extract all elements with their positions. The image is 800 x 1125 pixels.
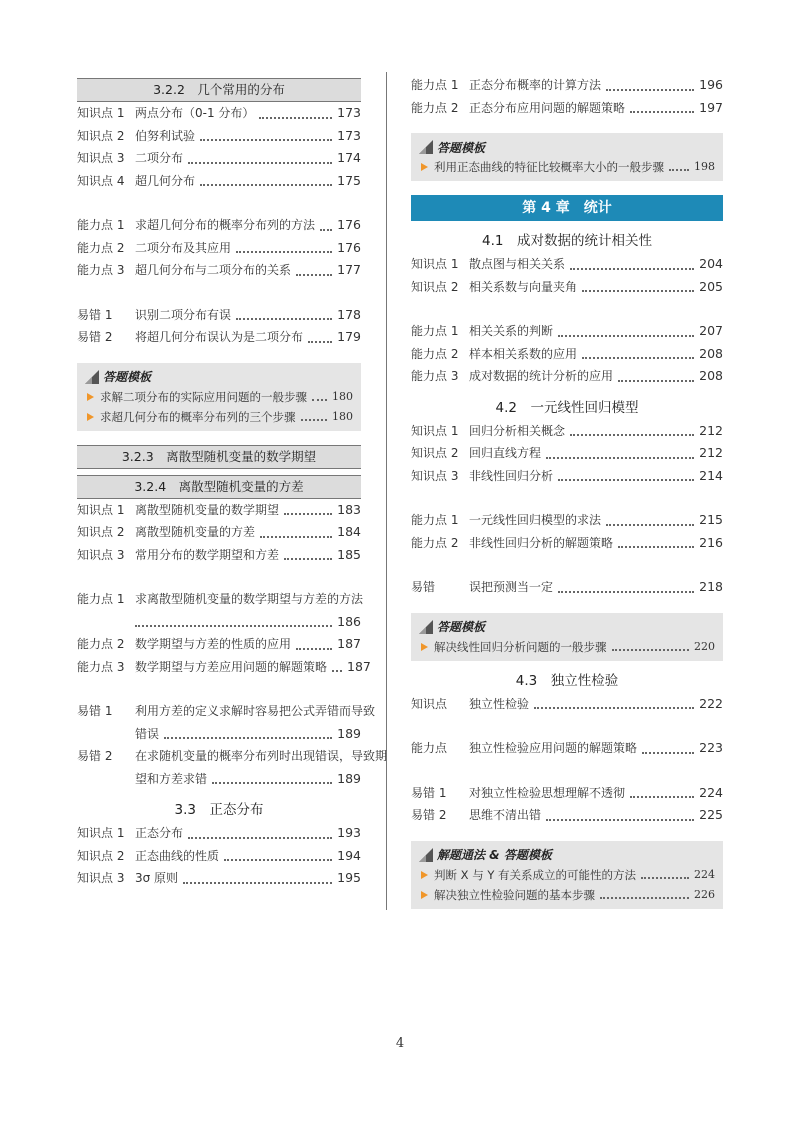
answer-template-box [411, 133, 723, 181]
entry-page: 195 [337, 870, 361, 885]
toc-entry[interactable] [77, 588, 364, 633]
toc-entry[interactable] [77, 745, 388, 790]
toc-entry[interactable] [77, 521, 361, 544]
toc-entry[interactable] [411, 320, 723, 343]
template-item-page: 180 [332, 409, 353, 423]
entry-page: 175 [337, 172, 361, 188]
entry-key: 能力点 1 [411, 324, 459, 338]
template-item-title: 求解二项分布的实际应用问题的一般步骤 [100, 389, 307, 404]
dot-leader [259, 117, 332, 119]
dot-leader [570, 434, 694, 436]
entry-key: 能力点 [411, 741, 448, 755]
toc-entry[interactable] [411, 343, 723, 366]
toc-entry[interactable] [411, 509, 723, 532]
toc-entry[interactable] [411, 276, 723, 299]
toc-entry[interactable] [77, 633, 361, 656]
entry-title: 回归分析相关概念 [469, 423, 566, 438]
entry-page: 187 [337, 636, 361, 651]
template-item-page: 220 [694, 639, 715, 653]
entry-title: 散点图与相关关系 [469, 257, 566, 271]
answer-template-box [77, 363, 361, 431]
dot-leader [618, 546, 694, 548]
dot-leader [301, 419, 328, 421]
toc-entry[interactable] [77, 259, 361, 282]
entry-page: 189 [337, 725, 361, 741]
section-heading: 4.1 成对数据的统计相关性 [482, 233, 652, 249]
entry-page: 183 [337, 501, 361, 517]
entry-page: 186 [337, 613, 361, 629]
entry-key: 知识点 4 [77, 173, 125, 188]
entry-title: 求超几何分布的概率分布列的方法 [135, 218, 316, 232]
dot-leader [558, 591, 694, 593]
toc-entry[interactable] [411, 253, 723, 276]
entry-key: 能力点 1 [411, 513, 459, 527]
dot-leader [618, 380, 694, 382]
template-item[interactable] [85, 387, 353, 407]
template-item-title: 利用正态曲线的特征比较概率大小的一般步骤 [434, 160, 664, 174]
entry-page: 222 [699, 695, 723, 711]
entry-page: 184 [337, 524, 361, 539]
page-number: 4 [395, 1036, 405, 1051]
entry-key: 知识点 2 [77, 525, 125, 539]
dot-leader [320, 229, 332, 231]
template-item[interactable] [419, 865, 715, 885]
toc-entry[interactable] [77, 845, 361, 868]
entry-page: 215 [699, 512, 723, 527]
entry-page: 223 [699, 740, 723, 755]
dot-leader [630, 796, 694, 798]
dot-leader [582, 357, 694, 359]
entry-page: 196 [699, 77, 723, 92]
template-label: 答题模板 [437, 140, 486, 155]
entry-key: 能力点 3 [77, 263, 125, 277]
entry-title: 一元线性回归模型的求法 [469, 513, 602, 527]
dot-leader [308, 341, 332, 343]
toc-entry[interactable] [77, 326, 361, 349]
toc-entry[interactable] [411, 365, 723, 388]
toc-entry[interactable] [77, 700, 376, 745]
dot-leader [630, 111, 694, 113]
entry-title: 独立性检验 [469, 696, 530, 711]
entry-title: 非线性回归分析 [469, 468, 554, 483]
template-item-page: 198 [694, 160, 715, 173]
entry-key: 易错 2 [77, 749, 113, 763]
dot-leader [558, 335, 694, 337]
toc-entry[interactable] [77, 214, 361, 237]
entry-page: 208 [699, 368, 723, 383]
entry-key: 能力点 2 [77, 240, 125, 255]
entry-page: 205 [699, 278, 723, 294]
toc-entry[interactable] [77, 304, 361, 327]
template-corner-icon [419, 848, 433, 862]
dot-leader [284, 558, 332, 560]
entry-key: 易错 1 [77, 704, 113, 718]
entry-key: 易错 2 [411, 808, 447, 822]
entry-title: 非线性回归分析的解题策略 [469, 535, 614, 550]
dot-leader [669, 169, 689, 171]
entry-title: 独立性检验应用问题的解题策略 [469, 741, 638, 755]
entry-key: 易错 [411, 580, 436, 594]
toc-entry[interactable] [411, 576, 723, 599]
triangle-bullet-icon [87, 393, 94, 401]
entry-page: 173 [337, 105, 361, 120]
entry-page: 189 [337, 770, 361, 786]
entry-key: 能力点 3 [77, 659, 125, 674]
toc-entry[interactable] [411, 693, 723, 716]
dot-leader [546, 819, 694, 821]
entry-page: 194 [337, 847, 361, 863]
entry-key: 能力点 2 [77, 637, 125, 651]
dot-leader [534, 707, 694, 709]
entry-title: 数学期望与方差的性质的应用 [135, 637, 292, 651]
entry-title: 伯努利试验 [135, 128, 196, 143]
template-item[interactable] [85, 407, 353, 427]
dot-leader [641, 877, 689, 879]
entry-title: 利用方差的定义求解时容易把公式弄错而导致 [135, 704, 376, 718]
template-item[interactable] [419, 637, 715, 657]
entry-title: 两点分布（0-1 分布） [135, 106, 255, 120]
entry-title-cont: 错误 [135, 726, 160, 741]
entry-page: 193 [337, 825, 361, 840]
dot-leader [606, 89, 694, 91]
template-label: 答题模板 [437, 620, 486, 634]
entry-key: 知识点 2 [77, 848, 125, 863]
toc-entry[interactable] [77, 170, 361, 193]
entry-title: 离散型随机变量的方差 [135, 525, 256, 539]
entry-page: 212 [699, 445, 723, 460]
entry-title: 回归直线方程 [469, 446, 542, 460]
entry-title: 样本相关系数的应用 [469, 346, 578, 361]
dot-leader [612, 649, 690, 651]
column-divider [386, 72, 387, 910]
entry-key: 知识点 1 [77, 502, 125, 517]
dot-leader [642, 752, 694, 754]
dot-leader [236, 318, 332, 320]
dot-leader [606, 524, 694, 526]
dot-leader [296, 648, 332, 650]
toc-entry[interactable] [77, 822, 361, 845]
entry-page: 218 [699, 579, 723, 594]
toc-entry[interactable] [77, 499, 361, 522]
template-item-title: 求超几何分布的概率分布列的三个步骤 [100, 409, 296, 424]
template-item-title: 解决独立性检验问题的基本步骤 [434, 887, 595, 902]
dot-leader [582, 290, 694, 292]
chapter-heading: 第 4 章 统计 [411, 195, 723, 221]
entry-key: 能力点 2 [411, 535, 459, 550]
entry-key: 知识点 3 [77, 871, 125, 885]
template-item-page: 180 [332, 389, 353, 403]
entry-title: 二项分布 [135, 151, 184, 165]
toc-entry[interactable] [411, 74, 723, 97]
section-heading: 4.3 独立性检验 [515, 672, 619, 689]
dot-leader [200, 184, 332, 186]
entry-title: 求离散型随机变量的数学期望与方差的方法 [135, 592, 364, 606]
dot-leader [570, 268, 694, 270]
section-heading: 3.2.3 离散型随机变量的数学期望 [77, 445, 361, 469]
entry-title: 对独立性检验思想理解不透彻 [469, 785, 626, 800]
entry-key: 能力点 3 [411, 369, 459, 383]
triangle-bullet-icon [421, 891, 428, 899]
entry-page: 173 [337, 127, 361, 143]
entry-page: 179 [337, 329, 361, 344]
section-heading: 3.2.2 几个常用的分布 [77, 78, 361, 102]
template-corner-icon [419, 620, 433, 634]
template-item[interactable] [419, 885, 715, 905]
entry-title: 相关关系的判断 [469, 324, 554, 338]
toc-entry[interactable] [77, 237, 361, 260]
entry-key: 易错 1 [77, 307, 113, 322]
entry-title: 正态曲线的性质 [135, 848, 220, 863]
template-label: 解题通法 & 答题模板 [437, 848, 552, 862]
dot-leader [236, 251, 332, 253]
toc-entry[interactable] [411, 532, 723, 555]
entry-page: 177 [337, 262, 361, 277]
toc-entry[interactable] [411, 737, 723, 760]
entry-key: 知识点 3 [77, 547, 125, 562]
toc-entry[interactable] [411, 804, 723, 827]
toc-entry[interactable] [411, 465, 723, 488]
template-corner-icon [419, 140, 433, 154]
template-corner-icon [85, 370, 99, 384]
dot-leader [558, 479, 694, 481]
entry-page: 225 [699, 807, 723, 822]
entry-key: 知识点 2 [411, 279, 459, 294]
entry-title: 数学期望与方差应用问题的解题策略 [135, 659, 328, 674]
dot-leader [600, 897, 689, 899]
entry-title: 正态分布 [135, 826, 184, 840]
template-item[interactable] [419, 157, 715, 177]
dot-leader [284, 513, 332, 515]
entry-page: 216 [699, 534, 723, 550]
triangle-bullet-icon [421, 871, 428, 879]
entry-page: 176 [337, 239, 361, 255]
section-heading: 4.2 一元线性回归模型 [495, 399, 639, 416]
entry-title: 3σ 原则 [135, 871, 179, 885]
entry-title: 常用分布的数学期望和方差 [135, 547, 280, 562]
left-column [77, 72, 388, 890]
entry-key: 知识点 1 [411, 423, 459, 438]
toc-entry[interactable] [411, 782, 723, 805]
dot-leader [188, 162, 332, 164]
entry-page: 208 [699, 345, 723, 361]
entry-page: 185 [337, 546, 361, 562]
entry-title: 正态分布应用问题的解题策略 [469, 100, 626, 115]
entry-page: 212 [699, 422, 723, 438]
entry-key: 知识点 3 [77, 151, 125, 165]
triangle-bullet-icon [421, 163, 428, 171]
toc-entry[interactable] [77, 125, 361, 148]
entry-page: 178 [337, 306, 361, 322]
entry-key: 易错 2 [77, 330, 113, 344]
entry-key: 能力点 1 [411, 78, 459, 92]
entry-key: 能力点 1 [77, 218, 125, 232]
answer-template-box [411, 613, 723, 661]
entry-page: 204 [699, 256, 723, 271]
entry-page: 214 [699, 467, 723, 483]
triangle-bullet-icon [421, 643, 428, 651]
dot-leader [296, 274, 332, 276]
entry-key: 易错 1 [411, 785, 447, 800]
entry-title: 将超几何分布误认为是二项分布 [135, 330, 304, 344]
entry-title: 正态分布概率的计算方法 [469, 78, 602, 92]
toc-entry[interactable] [411, 97, 723, 120]
dot-leader [188, 837, 332, 839]
toc-entry[interactable] [77, 867, 361, 890]
toc-entry[interactable] [77, 544, 361, 567]
entry-page: 174 [337, 150, 361, 165]
entry-key: 知识点 2 [411, 446, 459, 460]
entry-key: 知识点 1 [77, 826, 125, 840]
toc-entry[interactable] [411, 442, 723, 465]
entry-title: 二项分布及其应用 [135, 240, 232, 255]
entry-title: 思维不清出错 [469, 808, 542, 822]
entry-page: 187 [347, 658, 371, 674]
answer-template-box [411, 841, 723, 909]
entry-title-cont: 望和方差求错 [135, 771, 208, 786]
entry-title: 识别二项分布有误 [135, 307, 232, 322]
template-item-title: 判断 X 与 Y 有关系成立的可能性的方法 [434, 867, 637, 882]
toc-entry[interactable] [77, 656, 371, 679]
entry-key: 知识点 2 [77, 128, 125, 143]
entry-title: 在求随机变量的概率分布列时出现错误，导致期 [135, 749, 388, 763]
triangle-bullet-icon [87, 413, 94, 421]
entry-title: 超几何分布与二项分布的关系 [135, 263, 292, 277]
entry-page: 197 [699, 99, 723, 115]
section-heading: 3.2.4 离散型随机变量的方差 [77, 475, 361, 499]
entry-title: 成对数据的统计分析的应用 [469, 369, 614, 383]
entry-title: 超几何分布 [135, 173, 196, 188]
template-item-page: 226 [694, 887, 715, 901]
template-item-page: 224 [694, 867, 715, 881]
entry-title: 离散型随机变量的数学期望 [135, 502, 280, 517]
right-column [411, 72, 723, 909]
dot-leader [200, 139, 332, 141]
dot-leader [332, 670, 342, 672]
dot-leader [312, 399, 327, 401]
entry-key: 知识点 3 [411, 468, 459, 483]
template-item-title: 解决线性回归分析问题的一般步骤 [434, 639, 607, 654]
entry-page: 176 [337, 217, 361, 232]
section-heading: 3.3 正态分布 [174, 802, 264, 818]
entry-title: 误把预测当一定 [469, 580, 554, 594]
dot-leader [183, 882, 332, 884]
toc-entry[interactable] [411, 420, 723, 443]
entry-key: 能力点 2 [411, 346, 459, 361]
dot-leader [224, 859, 332, 861]
entry-title: 相关系数与向量夹角 [469, 279, 578, 294]
entry-page: 224 [699, 784, 723, 800]
template-label: 答题模板 [103, 370, 152, 384]
toc-entry[interactable] [77, 102, 361, 125]
entry-key: 能力点 2 [411, 100, 459, 115]
toc-entry[interactable] [77, 147, 361, 170]
dot-leader [546, 457, 694, 459]
entry-page: 207 [699, 323, 723, 338]
entry-key: 知识点 [411, 696, 448, 711]
entry-key: 知识点 1 [411, 257, 459, 271]
entry-key: 知识点 1 [77, 106, 125, 120]
dot-leader [260, 536, 332, 538]
entry-key: 能力点 1 [77, 592, 125, 606]
